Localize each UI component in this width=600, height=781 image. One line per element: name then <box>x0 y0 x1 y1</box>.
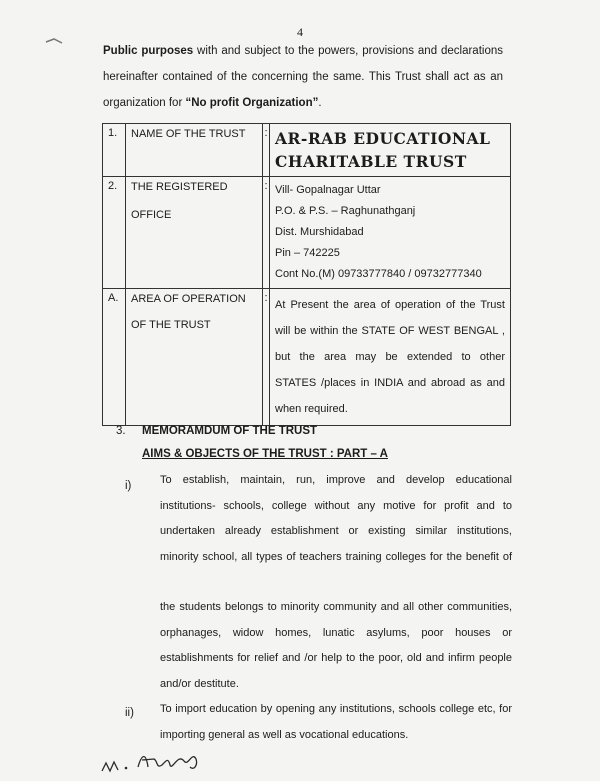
trust-details-table <box>102 123 511 426</box>
row-label <box>126 177 263 289</box>
row-label-line: THE REGISTERED <box>131 181 228 193</box>
table-row <box>103 289 511 426</box>
area-line: At Present the area of operation of the Trust <box>275 299 505 311</box>
item-marker: ii) <box>125 707 134 719</box>
item-text-part-2 <box>160 595 512 697</box>
intro-line-3 <box>103 90 503 116</box>
area-line: when required. <box>275 403 348 415</box>
page-number: 4 <box>297 25 303 39</box>
intro-paragraph <box>103 38 503 116</box>
item-line: institutions- schools, college without any motive for profit and to <box>160 499 512 512</box>
item-line: importing general as well as vocational educations. <box>160 728 409 741</box>
intro-line-3-bold: “No profit Organization” <box>185 97 319 109</box>
row-separator: : <box>263 177 270 289</box>
item-line: orphanages, widow homes, lunatic asylums, poor houses or <box>160 626 512 639</box>
intro-line-1 <box>103 38 503 64</box>
row-label: NAME OF THE TRUST <box>126 124 263 177</box>
row-number: A. <box>103 289 126 426</box>
item-text-part-1 <box>160 468 512 570</box>
row-label-line: OF THE TRUST <box>131 319 211 331</box>
intro-bold-phrase: Public purposes <box>103 45 194 57</box>
row-separator: : <box>263 289 270 426</box>
item-line: minority school, all types of teachers training colleges for the benefit of <box>160 550 512 563</box>
trust-name-line: CHARITABLE TRUST <box>275 152 467 171</box>
item-line: establishments for relief and /or help to the poor, old and infirm people <box>160 652 512 664</box>
address-line: Dist. Murshidabad <box>275 226 364 238</box>
registered-office-address <box>270 177 511 289</box>
intro-line-1-text: with and subject to the powers, provisions and declarations <box>193 45 503 57</box>
area-of-operation <box>270 289 511 426</box>
area-line: STATES /places in INDIA and abroad as and <box>275 377 505 389</box>
row-label-line: AREA OF OPERATION <box>131 293 246 305</box>
intro-line-2: hereinafter contained of the concerning the same. This Trust shall act as an <box>103 71 503 83</box>
item-line: the students belongs to minority community and all other communities, <box>160 601 512 613</box>
item-line: undertaken already establishment or existing similar institutions, <box>160 525 512 537</box>
section-subtitle: AIMS & OBJECTS OF THE TRUST : PART – A <box>142 448 388 460</box>
address-line: Vill- Gopalnagar Uttar <box>275 184 381 196</box>
address-line: Cont No.(M) 09733777840 / 09732777340 <box>275 268 482 280</box>
item-line: To establish, maintain, run, improve and develop educational <box>160 474 512 486</box>
area-line: will be within the STATE OF WEST BENGAL , <box>275 325 505 337</box>
intro-line-3-end: . <box>318 97 322 109</box>
trust-name-line: AR-RAB EDUCATIONAL <box>275 129 491 148</box>
section-title: MEMORAMDUM OF THE TRUST <box>142 425 318 437</box>
item-line: and/or destitute. <box>160 677 239 690</box>
table-row <box>103 177 511 289</box>
item-text <box>160 697 512 748</box>
row-number: 1. <box>103 124 126 177</box>
item-line: To import education by opening any institutions, schools college etc, for <box>160 703 512 715</box>
item-marker: i) <box>125 480 132 492</box>
intro-line-3-text: organization for <box>103 97 186 109</box>
section-number: 3. <box>116 425 126 437</box>
trust-name <box>270 124 511 177</box>
row-number: 2. <box>103 177 126 289</box>
row-label-line: OFFICE <box>131 209 172 221</box>
address-line: P.O. & P.S. – Raghunathganj <box>275 205 416 217</box>
area-line: but the area may be extended to other <box>275 351 505 363</box>
row-label <box>126 289 263 426</box>
handwritten-signature <box>98 743 218 776</box>
address-line: Pin – 742225 <box>275 247 340 259</box>
row-separator: : <box>263 124 270 177</box>
table-row <box>103 124 511 177</box>
